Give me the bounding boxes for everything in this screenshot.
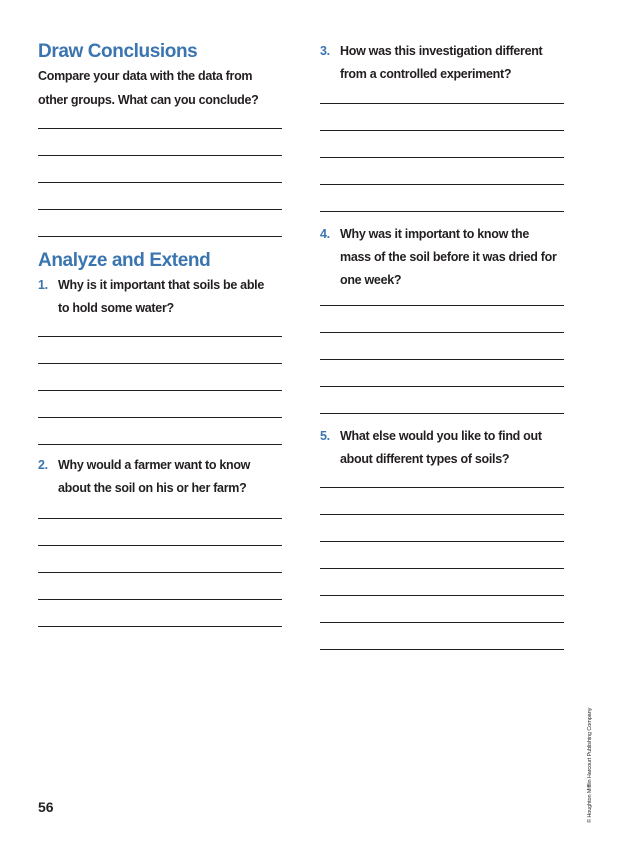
prompt-line-1: Compare your data with the data from xyxy=(38,69,253,83)
answer-line[interactable] xyxy=(38,182,282,183)
answer-line[interactable] xyxy=(320,568,564,569)
question-text: How was this investigation different from a controlled experiment? xyxy=(340,44,543,81)
question-number: 1. xyxy=(38,278,48,292)
question-text: Why was it important to know the mass of the soil before it was dried for one week? xyxy=(340,227,557,287)
question-number: 4. xyxy=(320,227,330,241)
answer-line[interactable] xyxy=(320,622,564,623)
answer-line[interactable] xyxy=(320,487,564,488)
question-5 xyxy=(320,425,564,471)
question-3 xyxy=(320,40,564,86)
answer-line[interactable] xyxy=(320,332,564,333)
answer-line[interactable] xyxy=(320,595,564,596)
question-text: Why is it important that soils be able to hold some water? xyxy=(58,278,264,315)
answer-line[interactable] xyxy=(38,444,282,445)
answer-line[interactable] xyxy=(38,128,282,129)
answer-line[interactable] xyxy=(320,541,564,542)
question-2 xyxy=(38,454,282,500)
answer-line[interactable] xyxy=(38,336,282,337)
answer-line[interactable] xyxy=(320,359,564,360)
answer-line[interactable] xyxy=(38,417,282,418)
answer-line[interactable] xyxy=(320,514,564,515)
question-text: Why would a farmer want to know about the soil on his or her farm? xyxy=(58,458,251,495)
draw-conclusions-heading: Draw Conclusions xyxy=(38,41,198,62)
answer-line[interactable] xyxy=(320,413,564,414)
analyze-extend-heading: Analyze and Extend xyxy=(38,250,211,271)
draw-conclusions-prompt xyxy=(38,64,288,112)
prompt-line-2: other groups. What can you conclude? xyxy=(38,93,259,107)
answer-line[interactable] xyxy=(320,157,564,158)
answer-line[interactable] xyxy=(320,184,564,185)
answer-line[interactable] xyxy=(38,572,282,573)
answer-line[interactable] xyxy=(38,363,282,364)
answer-line[interactable] xyxy=(38,599,282,600)
answer-line[interactable] xyxy=(320,211,564,212)
answer-line[interactable] xyxy=(320,649,564,650)
answer-line[interactable] xyxy=(320,305,564,306)
question-text: What else would you like to find out about different types of soils? xyxy=(340,429,542,466)
question-number: 3. xyxy=(320,44,330,58)
answer-line[interactable] xyxy=(320,130,564,131)
copyright-notice: © Houghton Mifflin Harcourt Publishing Company xyxy=(587,707,593,823)
answer-line[interactable] xyxy=(320,103,564,104)
question-1 xyxy=(38,274,282,320)
answer-line[interactable] xyxy=(38,518,282,519)
answer-line[interactable] xyxy=(38,155,282,156)
page-number: 56 xyxy=(38,799,54,815)
answer-line[interactable] xyxy=(38,545,282,546)
answer-line[interactable] xyxy=(38,626,282,627)
question-number: 5. xyxy=(320,429,330,443)
answer-line[interactable] xyxy=(320,386,564,387)
answer-line[interactable] xyxy=(38,390,282,391)
answer-line[interactable] xyxy=(38,236,282,237)
question-4 xyxy=(320,223,564,292)
question-number: 2. xyxy=(38,458,48,472)
answer-line[interactable] xyxy=(38,209,282,210)
